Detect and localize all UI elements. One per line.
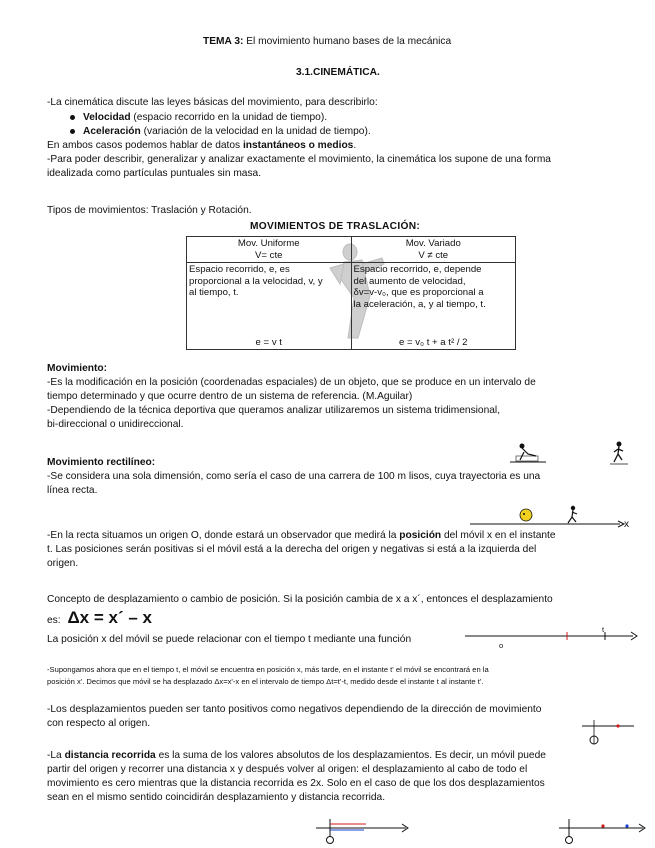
intro-datos-end: .	[353, 140, 357, 151]
desplazamiento-line: con respecto al origen.	[47, 718, 151, 729]
movimiento-line: -Es la modificación en la posición (coordenadas espaciales) de un objeto, que se produce en un intervalo de	[47, 377, 536, 388]
uniforme-desc-line: proporcional a la velocidad, v, y	[189, 275, 323, 287]
intro-line: -Para poder describir, generalizar y analizar exactamente el movimiento, la cinemática los supone de una forma	[47, 154, 551, 165]
intro-datos-text: En ambos casos podemos hablar de datos	[47, 140, 243, 151]
desplazamiento-line: -Los desplazamientos pueden ser tanto positivos como negativos dependiendo de la dirección de movimiento	[47, 704, 542, 715]
variado-condition: V ≠ cte	[418, 249, 449, 261]
uniforme-description	[187, 263, 352, 326]
bullet-item-velocidad	[70, 111, 327, 124]
running-figure-icon	[610, 440, 628, 466]
bullet-desc: (variación de la velocidad en la unidad de tiempo).	[140, 126, 371, 137]
tema-text: El movimiento humano bases de la mecánica	[243, 36, 452, 47]
variado-title: Mov. Variado	[405, 238, 461, 249]
variado-desc-line: δv=v-v₀, que es proporcional a	[353, 287, 484, 299]
bullet-desc: (espacio recorrido en la unidad de tiempo).	[130, 112, 328, 123]
rectilineo-line: origen.	[47, 558, 79, 569]
distancia-line	[47, 749, 546, 762]
desplazamiento-line: La posición x del móvil se puede relacionar con el tiempo t mediante una función	[47, 634, 412, 645]
rectilineo-text: del móvil x en el instante	[441, 530, 556, 541]
variado-desc-line: Espacio recorrido, e, depende	[353, 264, 482, 276]
uniforme-desc-line: Espacio recorrido, e, es	[189, 264, 290, 276]
desplazamiento-note: posición x'. Decimos que móvil se ha desplazado Δx=x'-x en el intervalo de tiempo Δt=t'-t, medido desde el instante t al instante t'.	[47, 677, 484, 686]
runner-icon	[571, 506, 575, 510]
movimiento-line: -Dependiendo de la técnica deportiva que queramos analizar utilizaremos un sistema tridimensional,	[47, 405, 501, 416]
rectilineo-line: -Se considera una sola dimensión, como sería el caso de una carrera de 100 m lisos, cuya trayectoria es una	[47, 471, 541, 482]
rectilineo-line: t. Las posiciones serán positivas si el móvil está a la derecha del origen y negativas si está a la izquierda del	[47, 544, 537, 555]
intro-datos-bold: instantáneos o medios	[242, 140, 354, 151]
axis-x-label: x	[624, 519, 630, 530]
tipos-line: Tipos de movimientos: Traslación y Rotación.	[47, 205, 252, 216]
movimiento-line: bi-direccional o unidireccional.	[47, 419, 184, 430]
uniforme-condition: V= cte	[255, 249, 283, 261]
bullet-term: Velocidad	[83, 112, 131, 123]
section-heading: 3.1.CINEMÁTICA.	[296, 67, 380, 78]
axis-t-label: t	[602, 625, 605, 634]
observer-icon	[520, 509, 532, 521]
rectilineo-text: -En la recta situamos un origen O, donde estará un observador que medirá la	[47, 530, 400, 541]
rectilineo-posicion-line	[47, 529, 556, 542]
sign-axis-diagram	[578, 714, 638, 750]
uniforme-desc-line: al tiempo, t.	[189, 287, 239, 299]
desplazamiento-equation-row	[47, 608, 152, 631]
distancia-line: partir del origen y recorrer una distancia x y después volver al origen: el desplazamiento al cabo de todo el	[47, 764, 528, 775]
same-direction-diagram	[555, 815, 650, 845]
es-label: es:	[47, 615, 61, 626]
intro-datos-line	[47, 139, 356, 152]
table-header-variado	[351, 237, 516, 263]
tema-label: TEMA 3:	[203, 36, 244, 47]
bullet-icon	[70, 115, 75, 120]
bullet-term: Aceleración	[83, 126, 141, 137]
start-block-runner-icon	[508, 440, 548, 466]
document-title	[203, 35, 451, 48]
bullet-item-aceleracion	[70, 125, 371, 138]
intro-line: idealizada como partículas puntuales sin masa.	[47, 168, 262, 179]
movements-table	[186, 236, 516, 350]
variado-desc-line: del aumento de velocidad,	[353, 275, 466, 287]
displacement-equation: Δx = x´ – x	[67, 608, 152, 627]
distancia-text: es la suma de los valores absolutos de los desplazamientos. Es decir, un móvil puede	[155, 750, 546, 761]
movimiento-heading: Movimiento:	[47, 363, 107, 374]
distancia-text: -La	[47, 750, 65, 761]
time-axis-diagram	[465, 624, 645, 650]
axis-origin-label: o	[499, 641, 504, 650]
distancia-line: movimiento es cero mientras que la distancia recorrida es 2x. Solo en el caso de que los dos desplazamientos	[47, 778, 545, 789]
rectilineo-line: línea recta.	[47, 485, 98, 496]
variado-formula: e = v₀ t + a t² / 2	[351, 325, 516, 349]
variado-desc-line: la aceleración, a, y al tiempo, t.	[353, 298, 486, 310]
intro-line: -La cinemática discute las leyes básicas del movimiento, para describirlo:	[47, 97, 378, 108]
table-header-uniforme	[187, 237, 352, 263]
table-title: MOVIMIENTOS DE TRASLACIÓN:	[250, 221, 421, 232]
distancia-line: sean en el mismo sentido coincidirán desplazamiento y distancia recorrida.	[47, 792, 386, 803]
variado-description	[351, 263, 516, 326]
distancia-term: distancia recorrida	[64, 750, 156, 761]
uniforme-formula: e = v t	[187, 325, 352, 349]
uniforme-title: Mov. Uniforme	[237, 238, 300, 249]
posicion-term: posición	[399, 530, 442, 541]
rectilineo-heading: Movimiento rectilíneo:	[47, 457, 156, 468]
desplazamiento-note: -Supongamos ahora que en el tiempo t, el móvil se encuentra en posición x, más tarde, en el instante t' el móvil se encontrará en la	[47, 665, 489, 674]
movimiento-line: tiempo determinado y que ocurre dentro de un sistema de referencia. (M.Aguilar)	[47, 391, 413, 402]
back-and-forth-diagram	[312, 815, 412, 845]
desplazamiento-line: Concepto de desplazamiento o cambio de posición. Si la posición cambia de x a x´, entonces el desplazamiento	[47, 594, 553, 605]
bullet-icon	[70, 129, 75, 134]
